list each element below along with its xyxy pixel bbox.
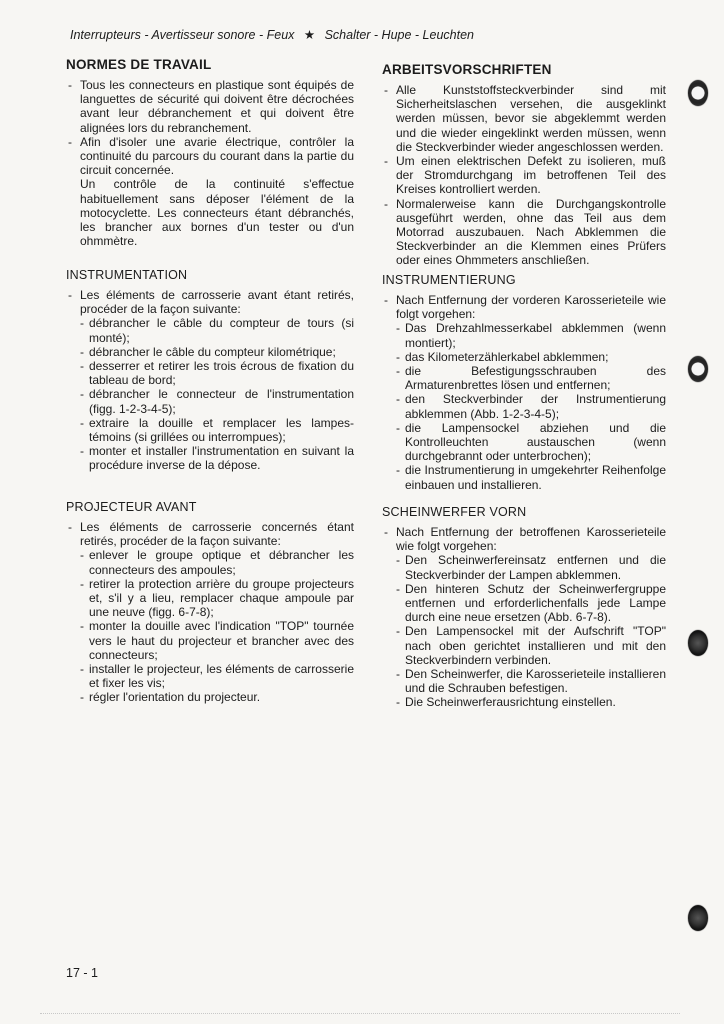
step-item: - Das Drehzahlmesserkabel abklemmen (wenn montiert); [396,321,666,349]
step-item: - Den Scheinwerfereinsatz entfernen und die Steckverbinder der Lampen abklemmen. [396,553,666,581]
intro-text: Les éléments de carrosserie concernés étant retirés, procéder de la façon suivante: [80,520,354,549]
step-item: - das Kilometerzählerkabel abklemmen; [396,350,666,364]
running-header [70,27,590,42]
step-item: - die Befestigungsschrauben des Armaturenbrettes lösen und entfernen; [396,364,666,392]
step-item: - monter et installer l'instrumentation en suivant la procédure inverse de la dépose. [80,444,354,472]
punch-hole-icon [688,80,708,106]
list-item [382,293,666,492]
list-item: - Alle Kunststoffsteckverbinder sind mit Sicherheitslaschen versehen, die ausgeklinkt werden müssen, bevor sie abgeklemmt werden und die wieder eingeklinkt werden müssen, wenn die Steckverbinder wieder angeschlossen werden. [382,83,666,154]
list-item [66,288,354,473]
intro-text: Nach Entfernung der betroffenen Karosserieteile wie folgt vorgehen: [396,525,666,554]
step-item: - retirer la protection arrière du groupe projecteurs et, s'il y a lieu, remplacer chaque ampoule par une neuve (figg. 6-7-8); [80,577,354,620]
step-item: - régler l'orientation du projecteur. [80,690,354,704]
step-item: - monter la douille avec l'indication "TOP" tournée vers le haut du projecteur et brancher avec des connecteurs; [80,619,354,662]
punch-hole-icon [688,630,708,656]
page-number: 17 - 1 [66,966,98,980]
step-item: - den Steckverbinder der Instrumentierung abklemmen (Abb. 1-2-3-4-5); [396,392,666,420]
section-title: NORMES DE TRAVAIL [66,57,212,72]
section-projecteur-avant [66,500,354,705]
list-item [382,525,666,710]
list-item: - Um einen elektrischen Defekt zu isolieren, muß der Stromdurchgang im betroffenen Teil des Kreises kontrolliert werden. [382,154,666,197]
intro-text: Nach Entfernung der vorderen Karosserieteile wie folgt vorgehen: [396,293,666,322]
scan-edge-divider [40,1013,680,1014]
header-french: Interrupteurs - Avertisseur sonore - Feux [70,28,295,42]
section-scheinwerfer-vorn [382,505,666,710]
section-instrumentation [66,268,354,473]
step-item: - Den hinteren Schutz der Scheinwerfergruppe entfernen und erforderlichenfalls jede Lampe durch eine neue ersetzen (Abb. 6-7-8). [396,582,666,625]
list-item: - Normalerweise kann die Durchgangskontrolle ausgeführt werden, ohne das Teil aus dem Motorrad auszubauen. Nach Abklemmen die Steckverbinder an die Klemmen eines Prüfers oder eines Ohmmeters anschließen. [382,197,666,268]
section-title: INSTRUMENTATION [66,268,188,282]
section-normes-de-travail [66,57,354,248]
step-item: - débrancher le câble du compteur kilométrique; [80,345,354,359]
step-item: - Den Scheinwerfer, die Karosserieteile installieren und die Schrauben befestigen. [396,667,666,695]
section-arbeitsvorschriften [382,62,666,268]
intro-text: Les éléments de carrosserie avant étant retirés, procéder de la façon suivante: [80,288,354,317]
section-title: PROJECTEUR AVANT [66,500,197,514]
section-title: SCHEINWERFER VORN [382,505,527,519]
step-item: - die Lampensockel abziehen und die Kontrolleuchten austauschen (wenn durchgebrannt oder unterbrochen); [396,421,666,464]
section-instrumentierung [382,273,666,492]
step-item: - débrancher le connecteur de l'instrumentation (figg. 1-2-3-4-5); [80,387,354,415]
list-item: - Afin d'isoler une avarie électrique, contrôler la continuité du parcours du courant dans la partie du circuit concernée. [66,135,354,178]
list-item: - Tous les connecteurs en plastique sont équipés de languettes de sécurité qui doivent être décrochées avant leur débranchement et qui doivent être alignées lors du rebranchement. [66,78,354,135]
step-item: - enlever le groupe optique et débrancher les connecteurs des ampoules; [80,548,354,576]
step-item: - extraire la douille et remplacer les lampes-témoins (si grillées ou interrompues); [80,416,354,444]
step-item: - débrancher le câble du compteur de tours (si monté); [80,316,354,344]
step-item: - Die Scheinwerferausrichtung einstellen. [396,695,666,709]
step-item: - desserrer et retirer les trois écrous de fixation du tableau de bord; [80,359,354,387]
header-german: Schalter - Hupe - Leuchten [324,28,474,42]
paragraph: Un contrôle de la continuité s'effectue habituellement sans déposer l'élément de la motocyclette. Les connecteurs étant débranchés, les brancher aux bornes d'un tester ou d'un ohmmètre. [80,177,354,249]
step-item: - Den Lampensockel mit der Aufschrift "TOP" nach oben gerichtet installieren und mit den Steckverbindern verbinden. [396,624,666,667]
star-separator-icon: ★ [303,28,316,42]
list-item [66,520,354,705]
step-item: - die Instrumentierung in umgekehrter Reihenfolge einbauen und installieren. [396,463,666,491]
step-item: - installer le projecteur, les éléments de carrosserie et fixer les vis; [80,662,354,690]
punch-hole-icon [688,905,708,931]
punch-hole-icon [688,356,708,382]
section-title: INSTRUMENTIERUNG [382,273,516,287]
section-title: ARBEITSVORSCHRIFTEN [382,62,552,77]
